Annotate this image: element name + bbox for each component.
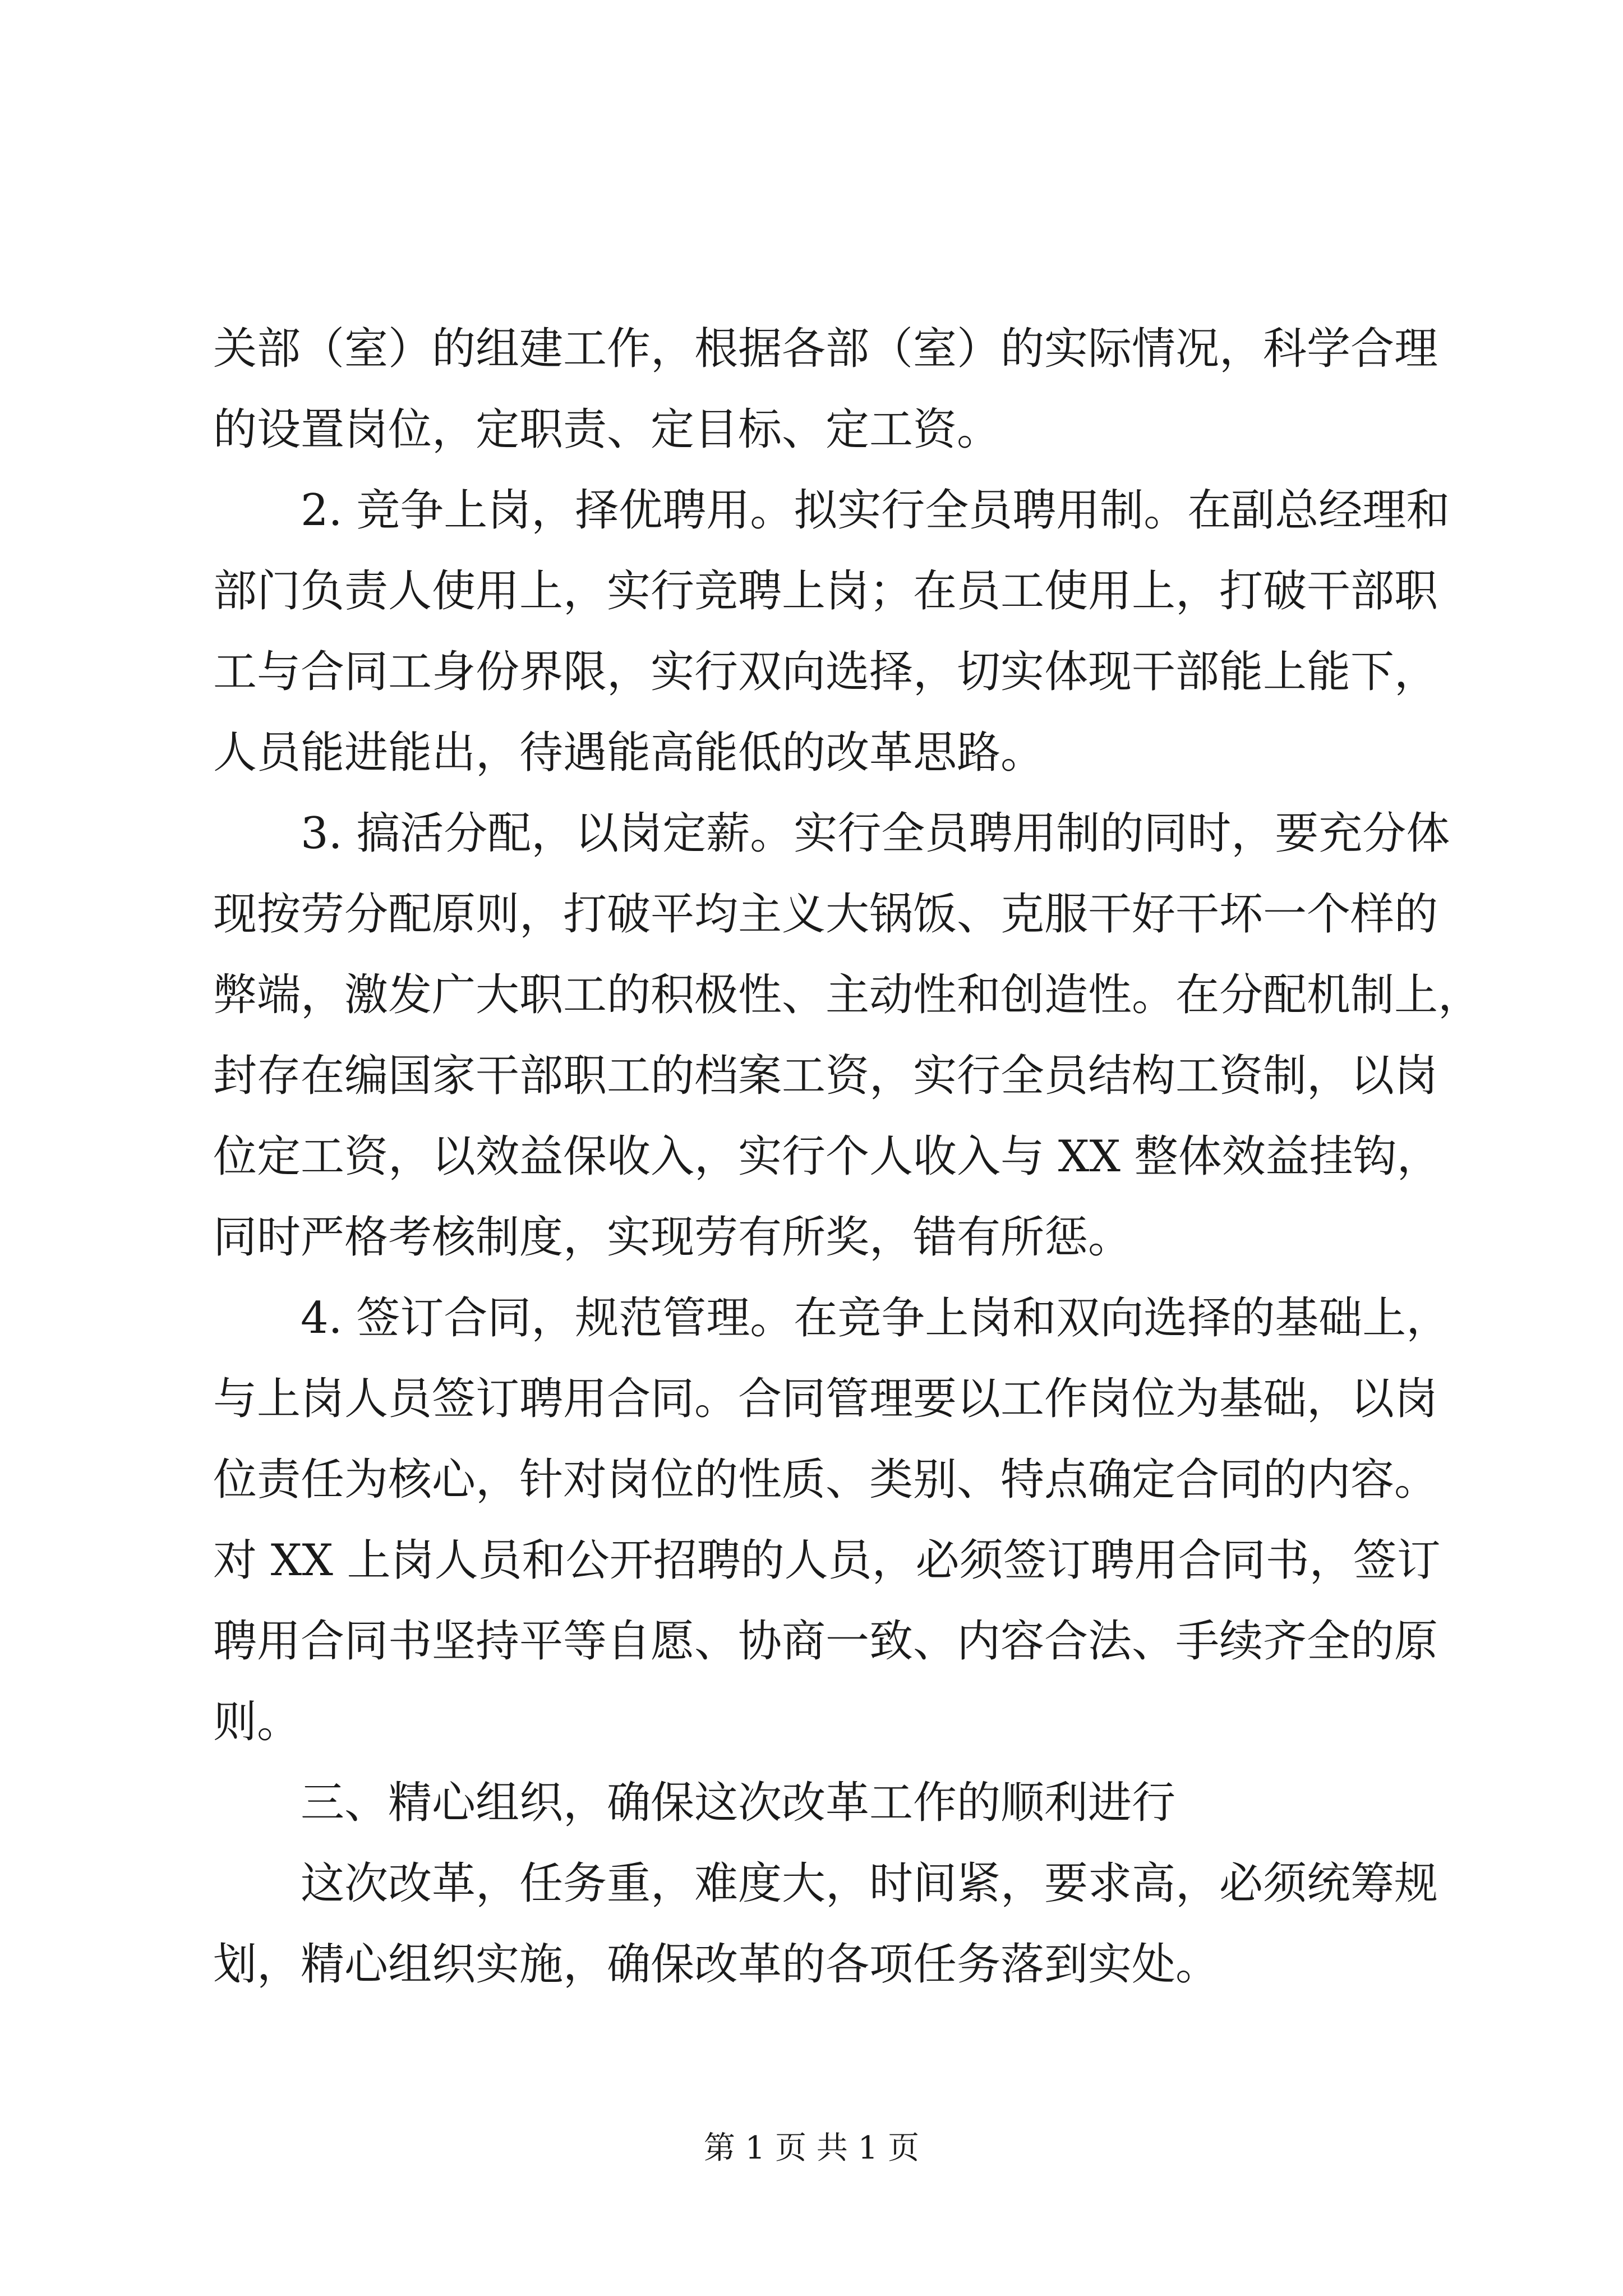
- text-line: 现按劳分配原则，打破平均主义大锅饭、克服干好干坏一个样的: [213, 889, 1438, 940]
- text-line: 对 XX 上岗人员和公开招聘的人员，必须签订聘用合同书，签订: [213, 1535, 1441, 1586]
- section-heading: 三、精心组织，确保这次改革工作的顺利进行: [301, 1778, 1176, 1828]
- text-line: 位责任为核心，针对岗位的性质、类别、特点确定合同的内容。: [213, 1455, 1438, 1505]
- text-line: 聘用合同书坚持平等自愿、协商一致、内容合法、手续齐全的原: [213, 1616, 1438, 1667]
- text-line: 位定工资，以效益保收入，实行个人收入与 XX 整体效益挂钩，: [213, 1131, 1441, 1182]
- text-line: 的设置岗位，定职责、定目标、定工资。: [213, 404, 1001, 455]
- text-line: 封存在编国家干部职工的档案工资，实行全员结构工资制，以岗: [213, 1051, 1438, 1101]
- paragraph-start-line: 2. 竞争上岗，择优聘用。拟实行全员聘用制。在副总经理和: [301, 485, 1450, 536]
- paragraph-start-line: 这次改革，任务重，难度大，时间紧，要求高，必须统筹规: [301, 1858, 1438, 1909]
- text-line: 部门负责人使用上，实行竞聘上岗；在员工使用上，打破干部职: [213, 566, 1438, 616]
- text-line: 划，精心组织实施，确保改革的各项任务落到实处。: [213, 1939, 1220, 1990]
- text-line: 弊端，激发广大职工的积极性、主动性和创造性。在分配机制上，: [213, 970, 1482, 1020]
- text-line: 则。: [213, 1697, 301, 1747]
- text-line: 关部（室）的组建工作，根据各部（室）的实际情况，科学合理: [213, 324, 1438, 374]
- text-line: 与上岗人员签订聘用合同。合同管理要以工作岗位为基础，以岗: [213, 1374, 1438, 1424]
- paragraph-start-line: 4. 签订合同，规范管理。在竞争上岗和双向选择的基础上，: [301, 1293, 1450, 1343]
- page-number-footer: 第 1 页 共 1 页: [703, 2130, 920, 2166]
- paragraph-start-line: 3. 搞活分配，以岗定薪。实行全员聘用制的同时，要充分体: [301, 808, 1450, 859]
- text-line: 同时严格考核制度，实现劳有所奖，错有所惩。: [213, 1212, 1132, 1263]
- document-body: [213, 309, 1482, 2005]
- text-line: 工与合同工身份界限，实行双向选择，切实体现干部能上能下，: [213, 647, 1438, 697]
- text-line: 人员能进能出，待遇能高能低的改革思路。: [213, 728, 1045, 778]
